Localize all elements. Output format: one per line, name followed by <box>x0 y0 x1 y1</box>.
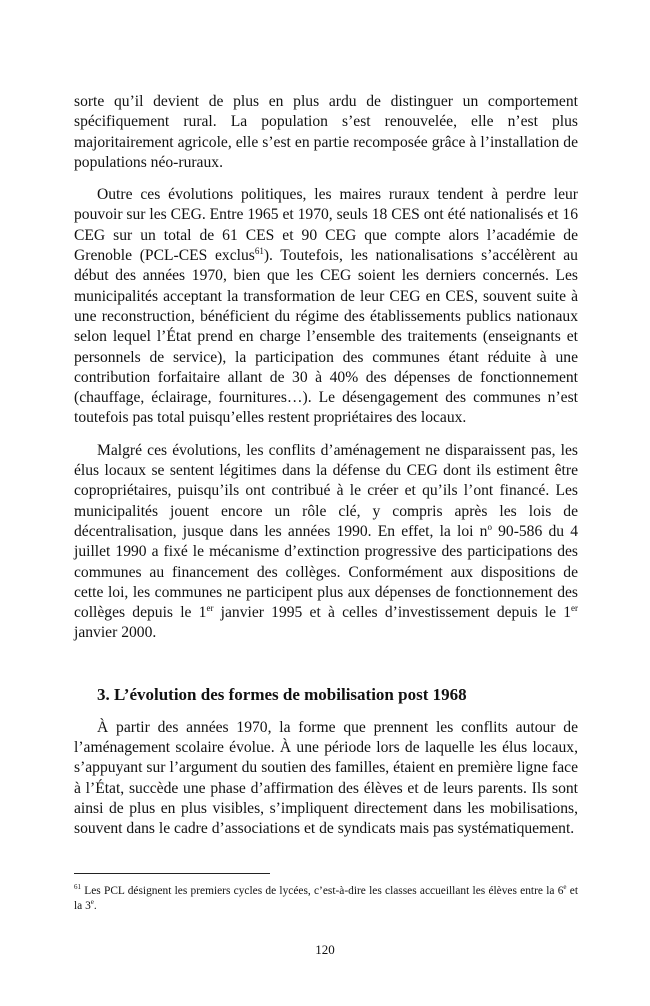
superscript: er <box>206 603 214 614</box>
text-run: À partir des années 1970, la forme que prennent les conflits autour de l’aménagement scolaire évolue. À une période lors de laquelle les élus locaux, s’appuyant sur l’argument du soutien des familles, étaient en première ligne face à l’État, succède une phase d’affirmation des élèves et de leurs parents. Ils sont ainsi de plus en plus visibles, s’impliquent directement dans les mobilisations, souvent dans le cadre d’associations et de syndicats mais pas systématiquement. <box>74 718 578 838</box>
paragraph-1 <box>74 92 578 173</box>
page-number: 120 <box>315 942 335 957</box>
text-run: 90-586 du 4 juillet 1990 a fixé le mécanisme d’extinction progressive des participations des communes au financement des collèges. Conformément aux dispositions de cette loi, les communes ne participent plus aux dépenses de fonctionnement des collèges depuis le 1 <box>74 522 579 622</box>
footnote-61 <box>74 884 578 914</box>
footnote-divider <box>74 873 270 874</box>
paragraph-2 <box>74 185 578 429</box>
superscript: e <box>563 883 567 891</box>
text-run: janvier 1995 et à celles d’investissement depuis le 1 <box>213 604 571 622</box>
superscript: er <box>571 603 578 614</box>
section-heading: 3. L’évolution des formes de mobilisation post 1968 <box>97 684 467 704</box>
page-body <box>74 92 578 840</box>
superscript: o <box>487 521 492 532</box>
text-run: et la 3 <box>74 885 578 912</box>
text-run: . <box>93 900 97 912</box>
superscript: e <box>90 898 94 906</box>
paragraph-3 <box>74 441 578 644</box>
text-run: Les PCL désignent les premiers cycles de lycées, c’est-à-dire les classes accueillant les élèves entre la 6 <box>81 885 564 897</box>
text-run: ). Toutefois, les nationalisations s’accélèrent au début des années 1970, bien que les CEG soient les derniers concernés. Les municipalités acceptant la transformation de leur CEG en CES, souvent suite à une reconstruction, bénéficient du régime des établissements publics nationaux selon lequel l’État prend en charge l’ensemble des traitements (enseignants et personnels de service), la participation des communes étant réduite à une contribution forfaitaire allant de 30 à 40% des dépenses de fonctionnement (chauffage, éclairage, fournitures…). Le désengagement des communes n’est toutefois pas total puisqu’elles restent propriétaires des locaux. <box>74 247 578 427</box>
text-run: Outre ces évolutions politiques, les maires ruraux tendent à perdre leur pouvoir sur les CEG. Entre 1965 et 1970, seuls 18 CES ont été nationalisés et 16 CEG sur un total de 61 CES et 90 CEG que compte alors l’académie de Grenoble (PCL-CES exclus <box>74 186 578 265</box>
text-run: Malgré ces évolutions, les conflits d’aménagement ne disparaissent pas, les élus locaux se sentent légitimes dans la défense du CEG dont ils estiment être copropriétaires, puisqu’ils ont contribué à le créer et qu’ils l’ont financé. Les municipalités jouent encore un rôle clé, y compris après les lois de décentralisation, jusque dans les années 1990. En effet, la loi n <box>74 441 578 540</box>
superscript: 61 <box>254 246 264 257</box>
superscript: 61 <box>74 883 81 891</box>
text-run: sorte qu’il devient de plus en plus ardu de distinguer un comportement spécifiquement rural. La population s’est renouvelée, elle n’est plus majoritairement agricole, elle s’est en partie recomposée grâce à l’installation de populations néo-ruraux. <box>74 93 578 171</box>
section-paragraph-1 <box>74 718 578 840</box>
text-run: janvier 2000. <box>74 624 157 642</box>
